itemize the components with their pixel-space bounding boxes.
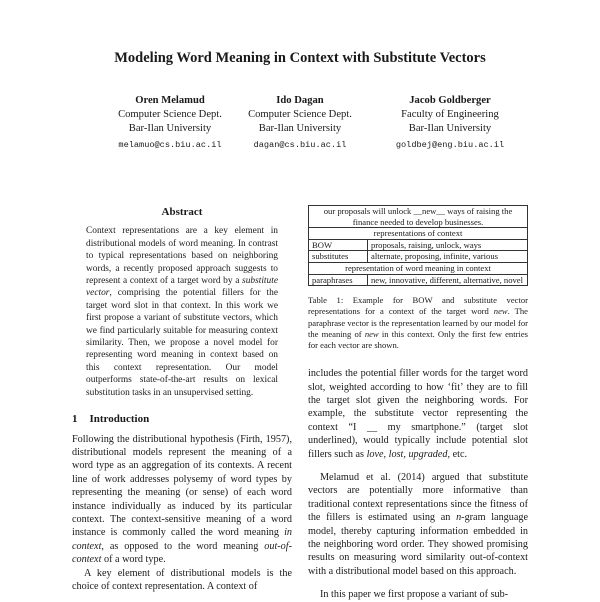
body-paragraph: Melamud et al. (2014) argued that substitute vectors are potentially more informative than traditional context representations since the fitness of the fillers is estimated using an n-gram language model, thereby capturing information embedded in the neighboring word order. They showed promising results on measuring word similarity out-of-context with a distributional model based on this approach.: [308, 472, 528, 577]
author-email: dagan@cs.biu.ac.il: [253, 140, 347, 150]
body-paragraph: In this paper we first propose a variant of sub-: [320, 589, 509, 601]
table-caption: Table 1: Example for BOW and substitute vector representations for a context of the target word new. The paraphrase vector is the representation learned by our model for the meaning of new in this context. Only the first few entries for each vector are shown.: [308, 295, 528, 350]
abstract: [72, 206, 292, 399]
intro-paragraph: Following the distributional hypothesis (Firth, 1957), distributional models represent the meaning of a word type as an aggregation of its contexts. A recent line of work addresses polysemy of word types by representing the meaning (or sense) of each word instance individually as induced by its particular context. The context-sensitive meaning of a word instance is commonly called the word meaning in context, as opposed to the word meaning out-of-context of a word type.: [72, 433, 292, 566]
body-paragraph: includes the potential filler words for the target word slot, weighted according to how ‘fit’ they are to fill the target slot given the neighboring words. For example, the substitute vector representing the context “I __ my smartphone.” (target slot underlined), would typically include potential slot fillers such as love, lost, upgraded, etc.: [308, 368, 528, 460]
table-row: substitutes alternate, proposing, infinite, various: [309, 251, 528, 263]
table-row: paraphrases new, innovative, different, alternative, novel: [309, 274, 528, 286]
author-email: melamuo@cs.biu.ac.il: [118, 140, 222, 150]
author-name: Ido Dagan: [276, 95, 324, 106]
left-column: [72, 206, 292, 593]
abstract-text: Context representations are a key element in distributional models of word meaning. In contrast to typical representations based on neighboring words, a recently proposed approach suggests to represent a context of a target word by a substitute vector, comprising the potential fillers for the target word slot in that context. In this work we first propose a variant of substitute vectors, which we find particularly suitable for measuring context similarity. Then, we propose a novel model for representing word meaning in context based on this context representation. Our model outperforms state-of-the-art results on lexical substitution tasks in an unsupervised setting.: [86, 226, 278, 398]
author-2: [220, 94, 380, 152]
author-institution: Bar-Ilan University: [128, 123, 212, 134]
table-header: representation of word meaning in context: [309, 262, 528, 274]
intro-paragraph: A key element of distributional models is the choice of context representation. A context of: [72, 567, 292, 592]
author-name: Jacob Goldberger: [409, 95, 491, 106]
table-row: BOW proposals, raising, unlock, ways: [309, 239, 528, 251]
table-sentence: our proposals will unlock __new__ ways of raising the finance needed to develop businesses.: [309, 206, 528, 228]
author-institution: Bar-Ilan University: [408, 123, 492, 134]
section-heading: 1 Introduction: [72, 413, 150, 426]
table-header: representations of context: [309, 228, 528, 240]
author-institution: Bar-Ilan University: [258, 123, 342, 134]
author-affiliation: Computer Science Dept.: [118, 109, 222, 120]
right-column: [308, 205, 528, 602]
author-email: goldbej@eng.biu.ac.il: [395, 140, 505, 150]
author-3: [370, 94, 530, 152]
author-name: Oren Melamud: [135, 95, 205, 106]
author-affiliation: Faculty of Engineering: [401, 109, 499, 120]
example-table: [308, 205, 528, 286]
author-affiliation: Computer Science Dept.: [248, 109, 352, 120]
paper-title: Modeling Word Meaning in Context with Substitute Vectors: [114, 50, 486, 66]
abstract-heading: Abstract: [161, 206, 203, 218]
